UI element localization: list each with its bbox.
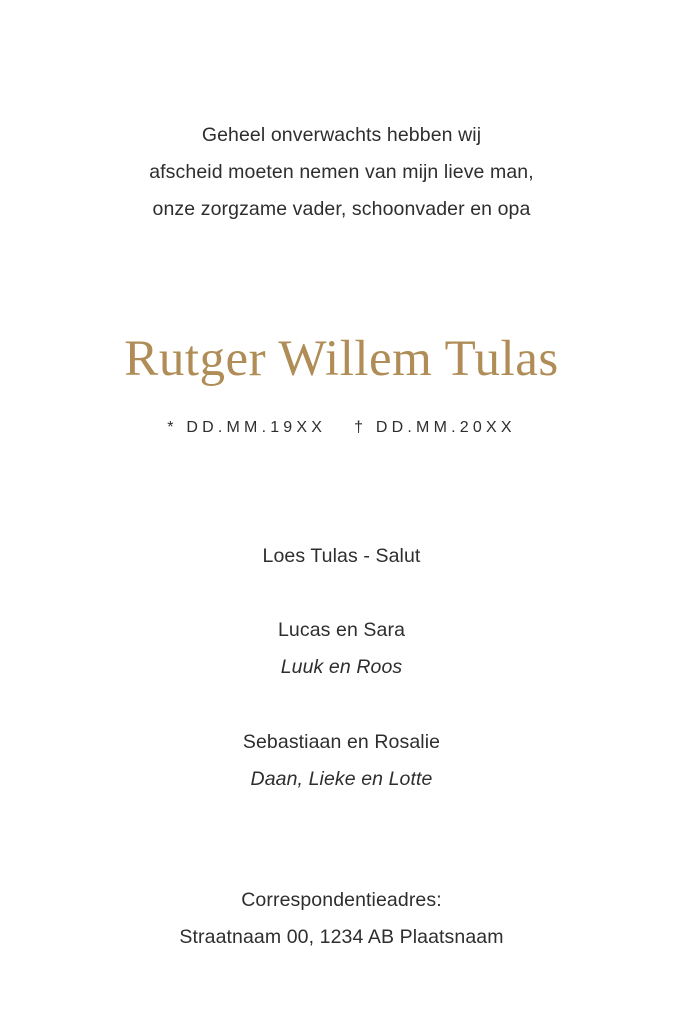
intro-line-2: afscheid moeten nemen van mijn lieve man, (149, 161, 534, 183)
spouse-name: Loes Tulas - Salut (262, 545, 421, 567)
intro-line-3: onze zorgzame vader, schoonvader en opa (152, 198, 531, 220)
child-2-names: Sebastiaan en Rosalie (242, 731, 441, 753)
deceased-name: Rutger Willem Tulas (124, 331, 559, 387)
life-dates (0, 419, 683, 437)
grandchildren-2-names: Daan, Lieke en Lotte (250, 768, 433, 790)
death-date: † DD.MM.20XX (354, 419, 516, 436)
child-1-names: Lucas en Sara (277, 619, 406, 641)
correspondence-label: Correspondentieadres: (241, 889, 442, 911)
birth-date: * DD.MM.19XX (167, 419, 327, 436)
grandchildren-1-names: Luuk en Roos (280, 656, 403, 678)
intro-line-1: Geheel onverwachts hebben wij (201, 124, 482, 146)
correspondence-address: Straatnaam 00, 1234 AB Plaatsnaam (179, 926, 504, 948)
